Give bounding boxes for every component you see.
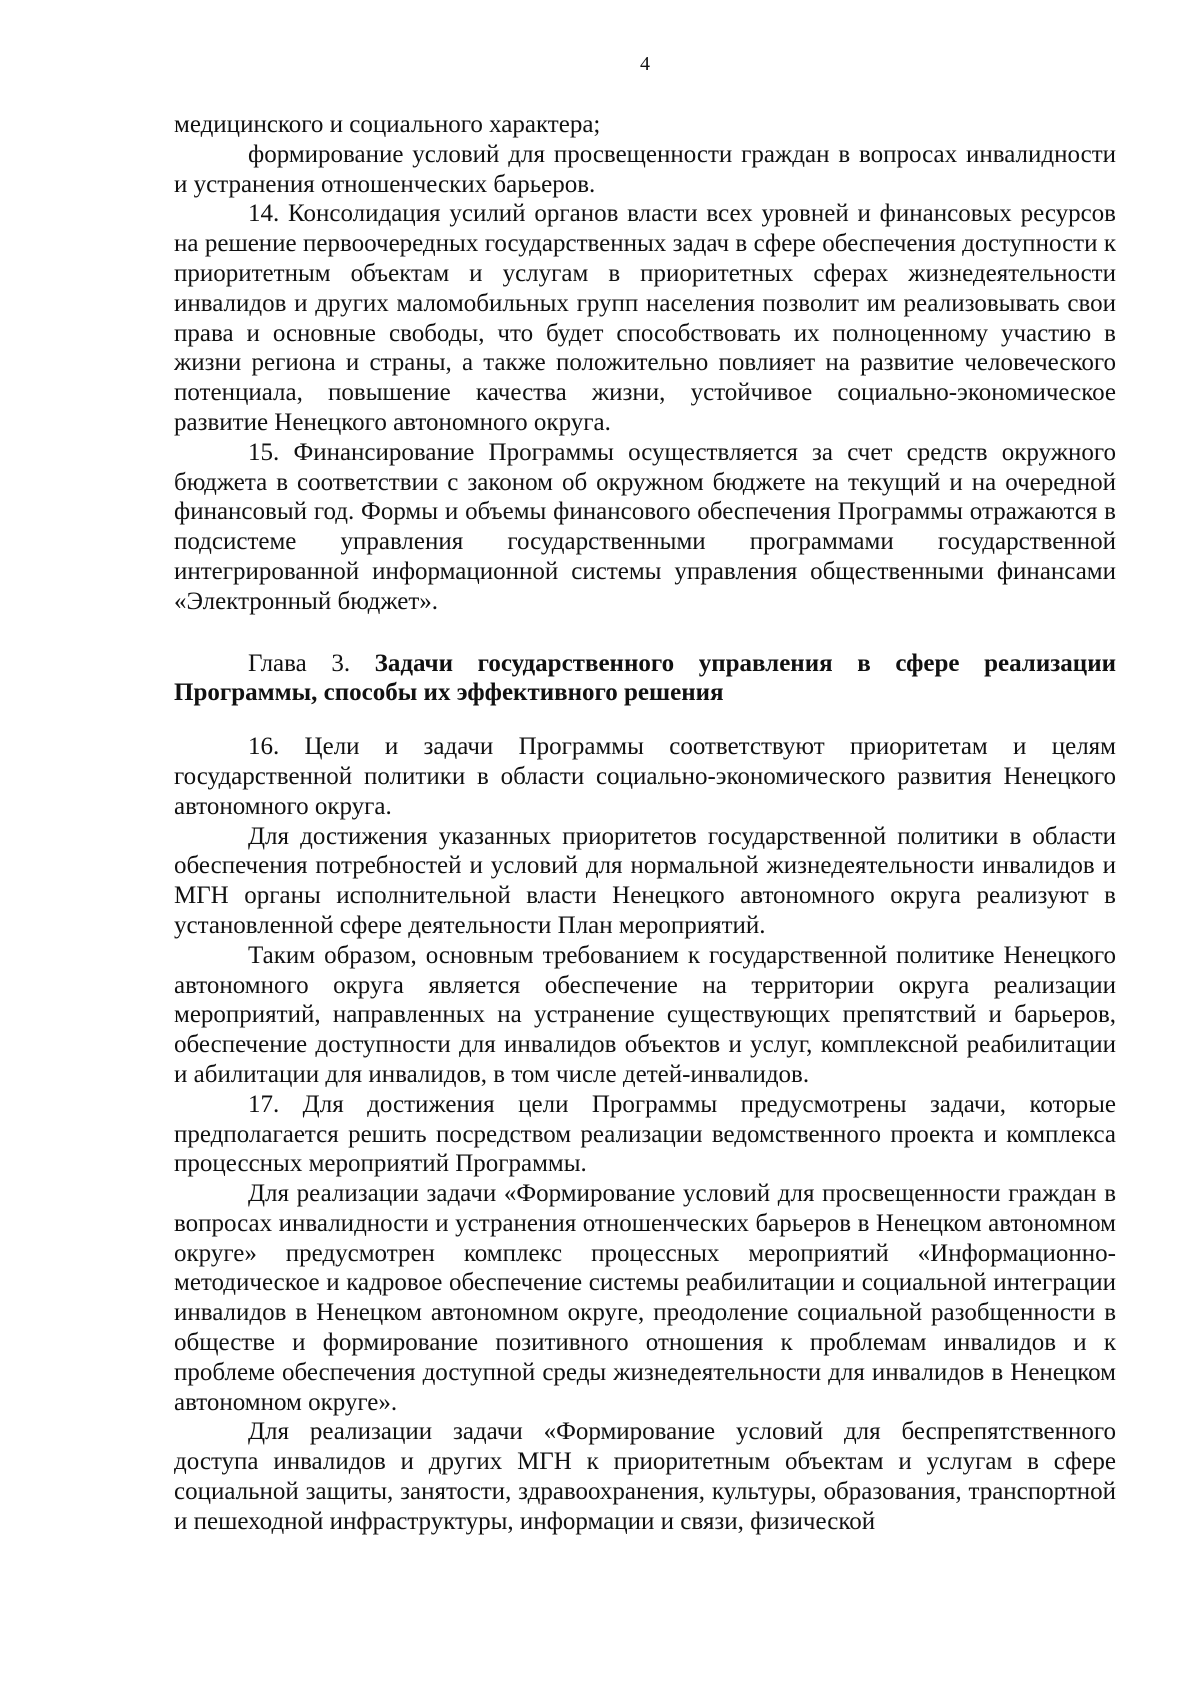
document-body <box>174 110 1116 1537</box>
paragraph: формирование условий для просвещенности граждан в вопросах инвалидности и устранения отношенческих барьеров. <box>174 140 1116 198</box>
chapter-heading-title: Задачи государственного управления в сфере реализации Программы, способы их эффективного решения <box>174 649 1116 707</box>
chapter-heading-prefix: Глава 3. <box>248 649 375 677</box>
paragraph: медицинского и социального характера; <box>174 111 601 138</box>
page-number: 4 <box>640 53 650 75</box>
paragraph-15: 15. Финансирование Программы осуществляется за счет средств окружного бюджета в соответствии с законом об окружном бюджете на текущий и на очередной финансовый год. Формы и объемы финансового обеспечения Программы отражаются в подсистеме управления государственными программами государственной интегрированной информационной системы управления общественными финансами «Электронный бюджет». <box>174 438 1116 615</box>
paragraph-16: 16. Цели и задачи Программы соответствуют приоритетам и целям государственной политики в области социально-экономического развития Ненецкого автономного округа. <box>174 733 1116 820</box>
paragraph: Таким образом, основным требованием к государственной политике Ненецкого автономного округа является обеспечение на территории округа реализации мероприятий, направленных на устранение существующих препятствий и барьеров, обеспечение доступности для инвалидов объектов и услуг, комплексной реабилитации и абилитации для инвалидов, в том числе детей-инвалидов. <box>174 941 1116 1088</box>
paragraph-17: 17. Для достижения цели Программы предусмотрены задачи, которые предполагается решить посредством реализации ведомственного проекта и комплекса процессных мероприятий Программы. <box>174 1090 1116 1178</box>
paragraph: Для реализации задачи «Формирование условий для беспрепятственного доступа инвалидов и других МГН к приоритетным объектам и услугам в сфере социальной защиты, занятости, здравоохранения, культуры, образования, транспортной и пешеходной инфраструктуры, информации и связи, физической <box>174 1418 1116 1535</box>
paragraph-14: 14. Консолидация усилий органов власти всех уровней и финансовых ресурсов на решение первоочередных государственных задач в сфере обеспечения доступности к приоритетным объектам и услугам в приоритетных сферах жизнедеятельности инвалидов и других маломобильных групп населения позволит им реализовывать свои права и основные свободы, что будет способствовать их полноценному участию в жизни региона и страны, а также положительно повлияет на развитие человеческого потенциала, повышение качества жизни, устойчивое социально-экономическое развитие Ненецкого автономного округа. <box>174 200 1116 436</box>
chapter-heading <box>174 649 1116 709</box>
paragraph: Для реализации задачи «Формирование условий для просвещенности граждан в вопросах инвалидности и устранения отношенческих барьеров в Ненецком автономном округе» предусмотрен комплекс процессных мероприятий «Информационно-методическое и кадровое обеспечение системы реабилитации и социальной интеграции инвалидов в Ненецком автономном округе, преодоление социальной разобщенности в обществе и формирование позитивного отношения к проблемам инвалидов и к проблеме обеспечения доступной среды жизнедеятельности для инвалидов в Ненецком автономном округе». <box>174 1180 1116 1416</box>
paragraph: Для достижения указанных приоритетов государственной политики в области обеспечения потребностей и условий для нормальной жизнедеятельности инвалидов и МГН органы исполнительной власти Ненецкого автономного округа реализуют в установленной сфере деятельности План мероприятий. <box>174 822 1116 939</box>
